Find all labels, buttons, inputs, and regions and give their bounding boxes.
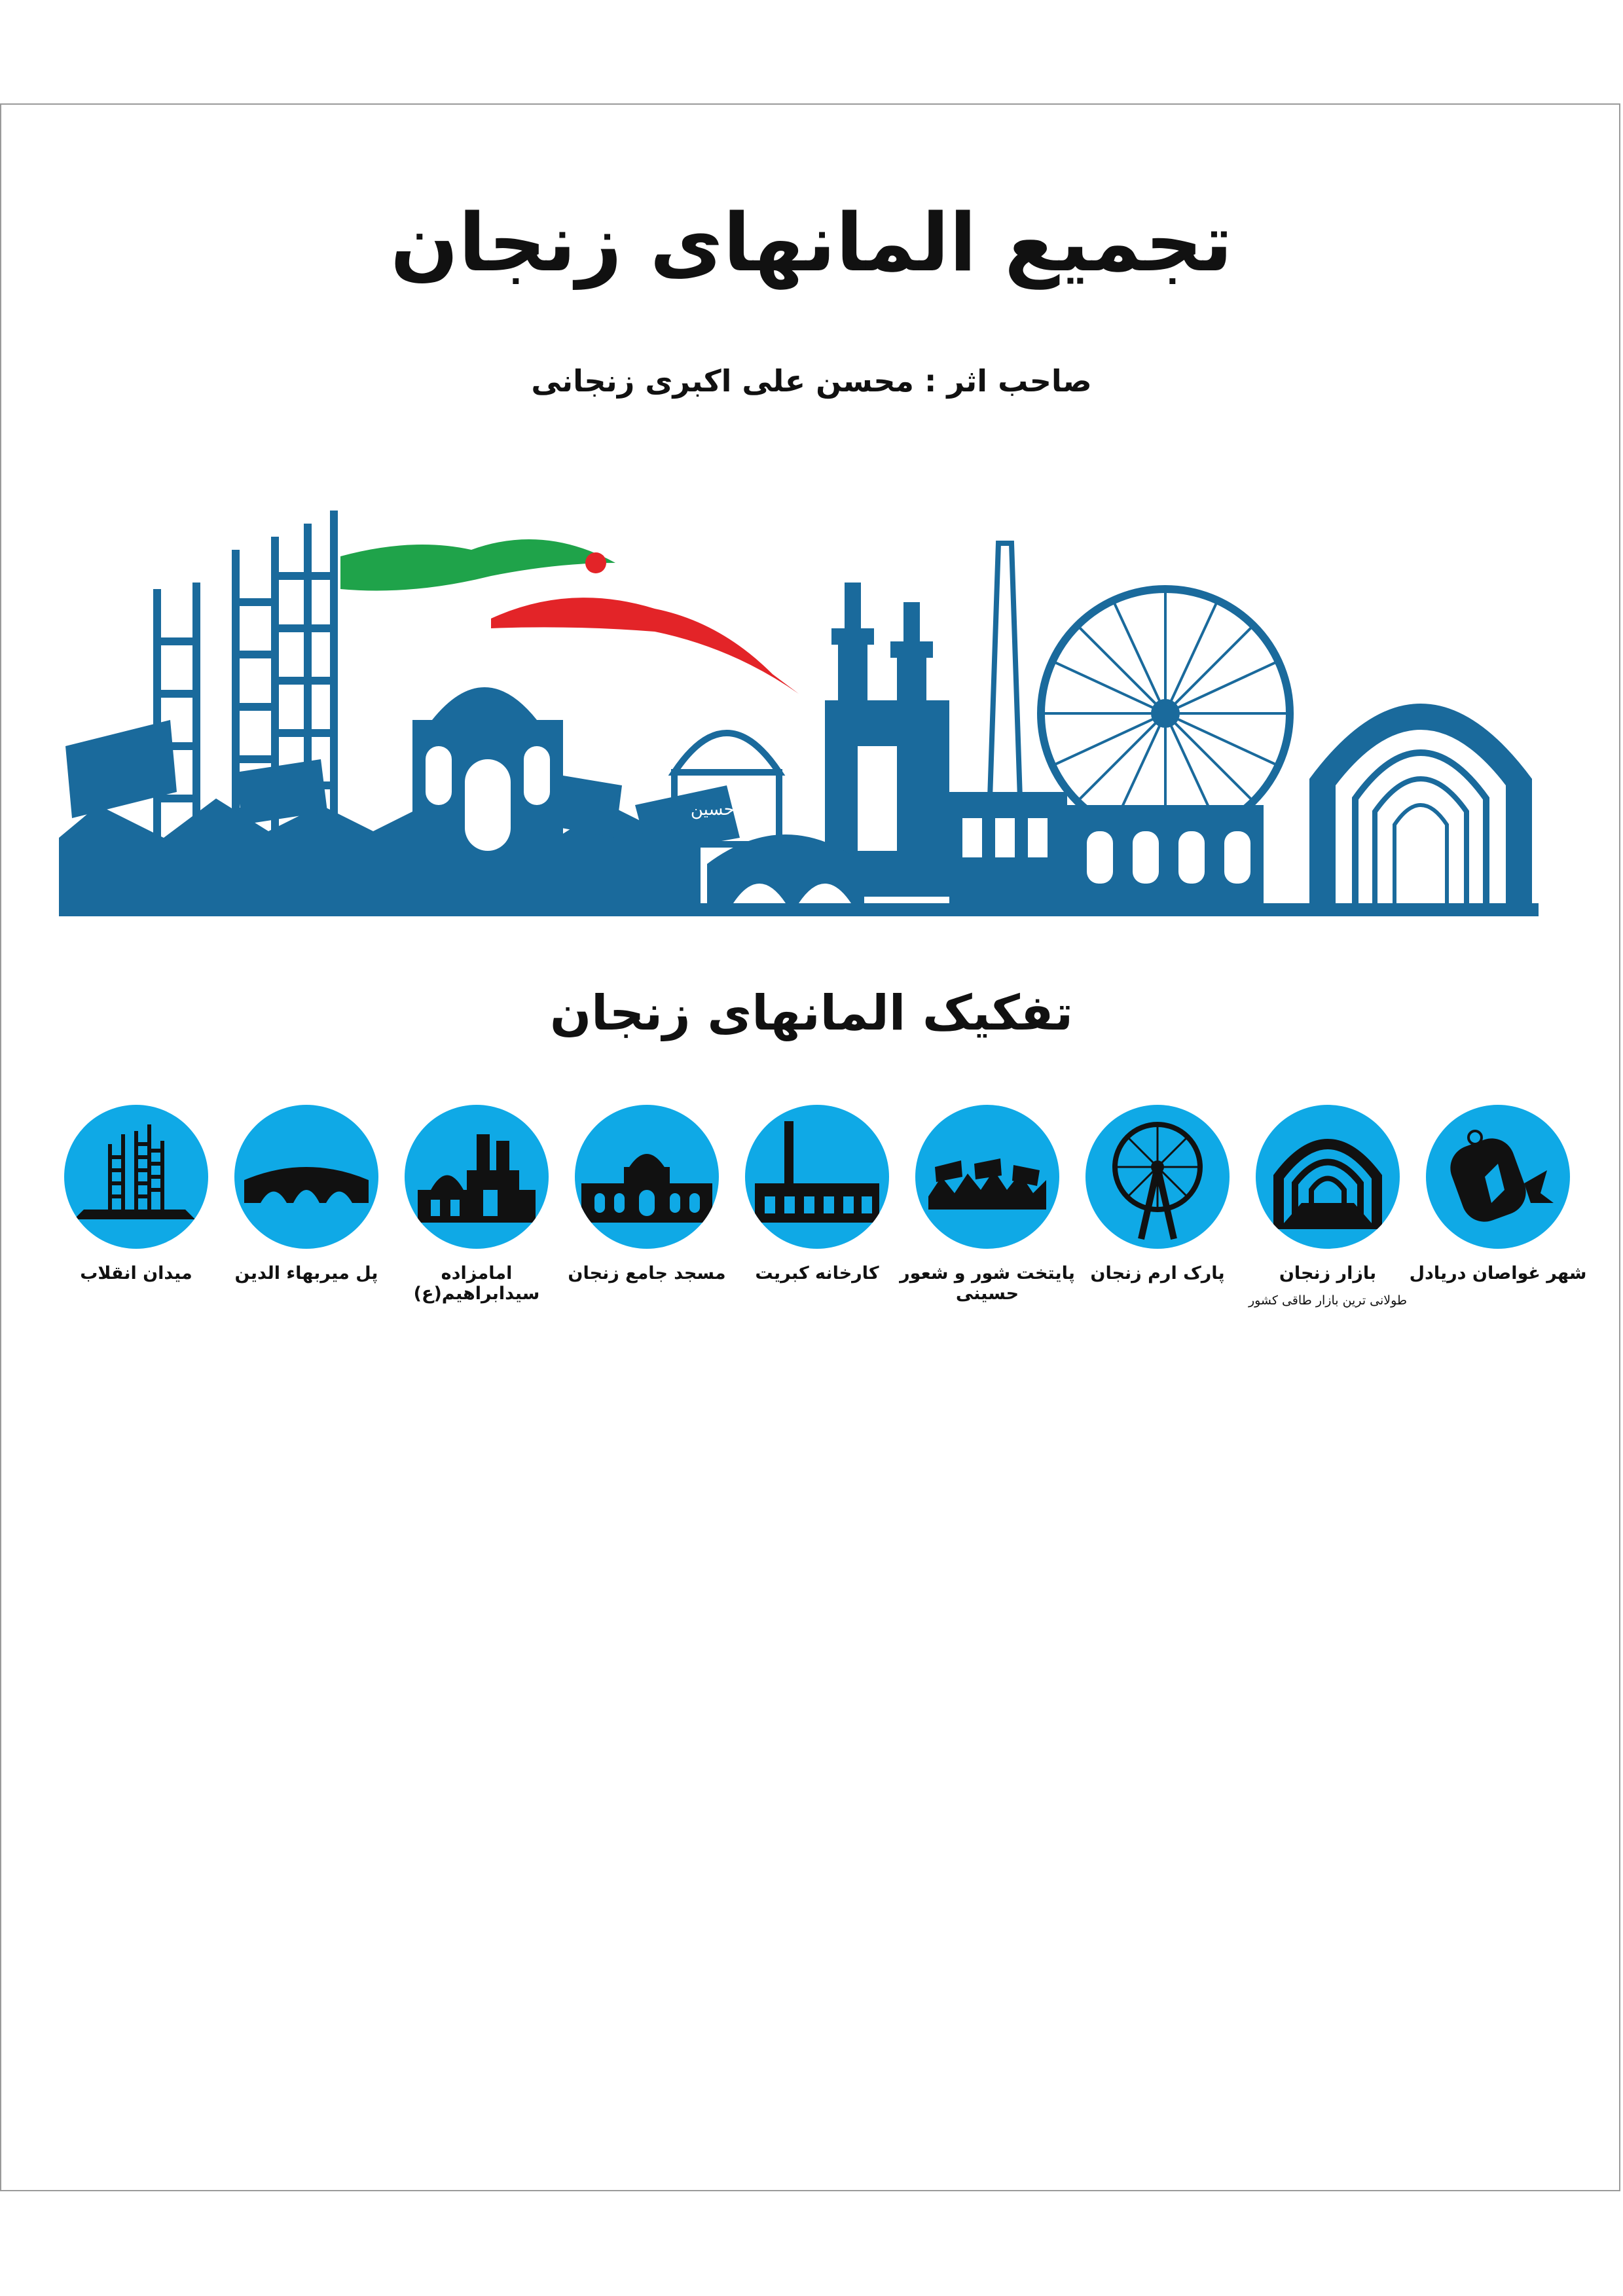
element-label-match-factory: کارخانه کبریت — [755, 1263, 879, 1283]
element-label-bridge: پل میربهاء الدین — [234, 1263, 378, 1283]
element-sublabel-bazaar: طولانی ترین بازار طاقی کشور — [1248, 1293, 1408, 1308]
mosque-dome-icon — [575, 1105, 719, 1249]
shrine-minarets-icon — [405, 1105, 549, 1249]
page-title: تجمیع المانهای زنجان — [390, 196, 1233, 289]
arch-bridge-icon — [234, 1105, 378, 1249]
element-label-hosseini-capital: پایتخت شور و شعور حسینی — [900, 1263, 1075, 1304]
element-label-eram-park: پارک ارم زنجان — [1090, 1263, 1225, 1283]
crowd-flags-icon — [915, 1105, 1059, 1249]
revolution-square-icon — [64, 1105, 208, 1249]
bazaar-arch-icon — [1256, 1105, 1400, 1249]
author-credit: صاحب اثر : محسن علی اکبری زنجانی — [531, 363, 1092, 399]
element-label-bazaar: بازار زنجان — [1279, 1263, 1377, 1283]
section-title: تفکیک المانهای زنجان — [549, 985, 1074, 1041]
element-label-revolution-square: میدان انقلاب — [80, 1263, 192, 1283]
zanjan-skyline-illustration — [46, 497, 1552, 929]
diver-tag-icon — [1426, 1105, 1570, 1249]
element-label-divers: شهر غواصان دریادل — [1409, 1263, 1587, 1283]
element-label-imamzadeh: امامزاده سیدابراهیم(ع) — [413, 1263, 540, 1304]
element-label-jame-mosque: مسجد جامع زنجان — [568, 1263, 726, 1283]
flag-text: یا حسین — [690, 800, 750, 819]
factory-chimney-icon — [745, 1105, 889, 1249]
ferris-wheel-icon — [1085, 1105, 1230, 1249]
